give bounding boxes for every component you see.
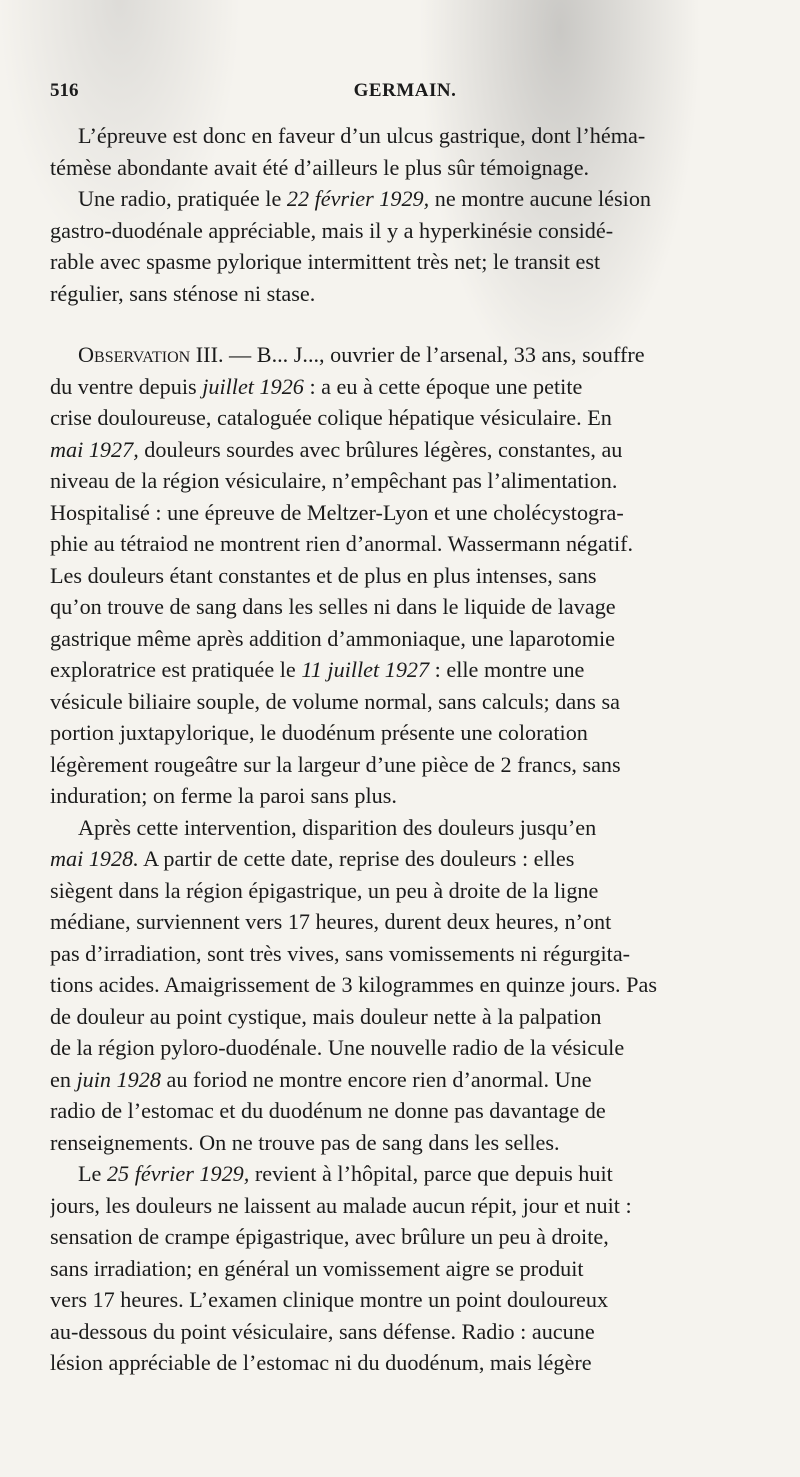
text-line: Observation III. — B... J..., ouvrier de l’arsenal, 33 ans, souffre <box>78 342 645 367</box>
date: mai 1927, <box>50 436 139 462</box>
text-line: exploratrice est pratiquée le 11 juillet 1927 : elle montre une <box>50 657 585 682</box>
text-line: témèse abondante avait été d’ailleurs le plus sûr témoignage. <box>50 154 590 180</box>
text-line: médiane, surviennent vers 17 heures, durent deux heures, n’ont <box>50 909 612 934</box>
observation-label: Observation <box>78 342 191 367</box>
text-line: gastro-duodénale appréciable, mais il y a hyperkinésie considé- <box>50 217 614 243</box>
text-line: au-dessous du point vésiculaire, sans défense. Radio : aucune <box>50 1318 595 1344</box>
text-line: pas d’irradiation, sont très vives, sans vomissements ni régurgita- <box>50 940 631 966</box>
page-header <box>50 80 760 110</box>
text-line: vers 17 heures. L’examen clinique montre un point douloureux <box>50 1287 609 1312</box>
text-line: crise douloureuse, cataloguée colique hépatique vésiculaire. En <box>50 405 612 430</box>
text-line: phie au tétraiod ne montrent rien d’anormal. Wassermann négatif. <box>50 531 634 556</box>
text-line: L’épreuve est donc en faveur d’un ulcus gastrique, dont l’héma- <box>78 123 646 148</box>
text-line: tions acides. Amaigrissement de 3 kilogrammes en quinze jours. Pas <box>50 972 657 997</box>
date: 25 février 1929, <box>106 1161 250 1186</box>
text-line: de la région pyloro-duodénale. Une nouvelle radio de la vésicule <box>50 1035 625 1060</box>
text-line: régulier, sans sténose ni stase. <box>50 280 316 306</box>
paragraph-5 <box>50 1158 780 1379</box>
text-line: niveau de la région vésiculaire, n’empêchant pas l’alimentation. <box>50 468 618 493</box>
date: juin 1928 <box>76 1066 161 1092</box>
text-line: lésion appréciable de l’estomac ni du duodénum, mais légère <box>50 1350 592 1375</box>
text-line: Une radio, pratiquée le 22 février 1929, ne montre aucune lésion <box>78 186 652 211</box>
date: mai 1928. <box>50 846 139 871</box>
text-line: mai 1928. A partir de cette date, reprise des douleurs : elles <box>50 846 575 871</box>
text-line: Après cette intervention, disparition des douleurs jusqu’en <box>78 814 597 840</box>
text-line: Hospitalisé : une épreuve de Meltzer-Lyon et une cholécystogra- <box>50 499 624 525</box>
paragraph-2 <box>50 183 780 309</box>
text-line: renseignements. On ne trouve pas de sang dans les selles. <box>50 1129 560 1155</box>
text-line: du ventre depuis juillet 1926 : a eu à cette époque une petite <box>50 373 583 399</box>
date: 22 février 1929, <box>286 186 430 211</box>
text-line: radio de l’estomac et du duodénum ne donne pas davantage de <box>50 1098 606 1123</box>
text-line: induration; on ferme la paroi sans plus. <box>50 783 397 808</box>
text-line: qu’on trouve de sang dans les selles ni dans le liquide de lavage <box>50 594 616 619</box>
text-line: vésicule biliaire souple, de volume normal, sans calculs; dans sa <box>50 688 620 714</box>
paragraph-observation-3 <box>50 339 780 812</box>
text-line: gastrique même après addition d’ammoniaque, une laparotomie <box>50 625 615 651</box>
date: juillet 1926 <box>202 373 304 399</box>
text-line: de douleur au point cystique, mais douleur nette à la palpation <box>50 1003 602 1029</box>
text-line: sans irradiation; en général un vomissement aigre se produit <box>50 1255 584 1281</box>
date: 11 juillet 1927 <box>301 657 430 682</box>
text-line: Le 25 février 1929, revient à l’hôpital, parce que depuis huit <box>78 1161 613 1186</box>
text-line: mai 1927, douleurs sourdes avec brûlures légères, constantes, au <box>50 436 623 462</box>
page-number: 516 <box>50 80 79 101</box>
text-line: jours, les douleurs ne laissent au malade aucun répit, jour et nuit : <box>50 1192 632 1218</box>
running-head: GERMAIN. <box>353 80 457 101</box>
text-line: rable avec spasme pylorique intermittent très net; le transit est <box>50 249 601 274</box>
paragraph-4 <box>50 812 780 1159</box>
paragraph-1 <box>50 120 780 183</box>
text-line: sensation de crampe épigastrique, avec brûlure un peu à droite, <box>50 1224 609 1249</box>
text-line: siègent dans la région épigastrique, un peu à droite de la ligne <box>50 877 599 903</box>
text-line: légèrement rougeâtre sur la largeur d’une pièce de 2 francs, sans <box>50 751 621 777</box>
text-line: en juin 1928 au foriod ne montre encore rien d’anormal. Une <box>50 1066 592 1092</box>
body-text <box>50 120 780 1379</box>
section-gap <box>50 309 780 339</box>
text-line: Les douleurs étant constantes et de plus en plus intenses, sans <box>50 562 597 588</box>
text-line: portion juxtapylorique, le duodénum présente une coloration <box>50 720 588 745</box>
